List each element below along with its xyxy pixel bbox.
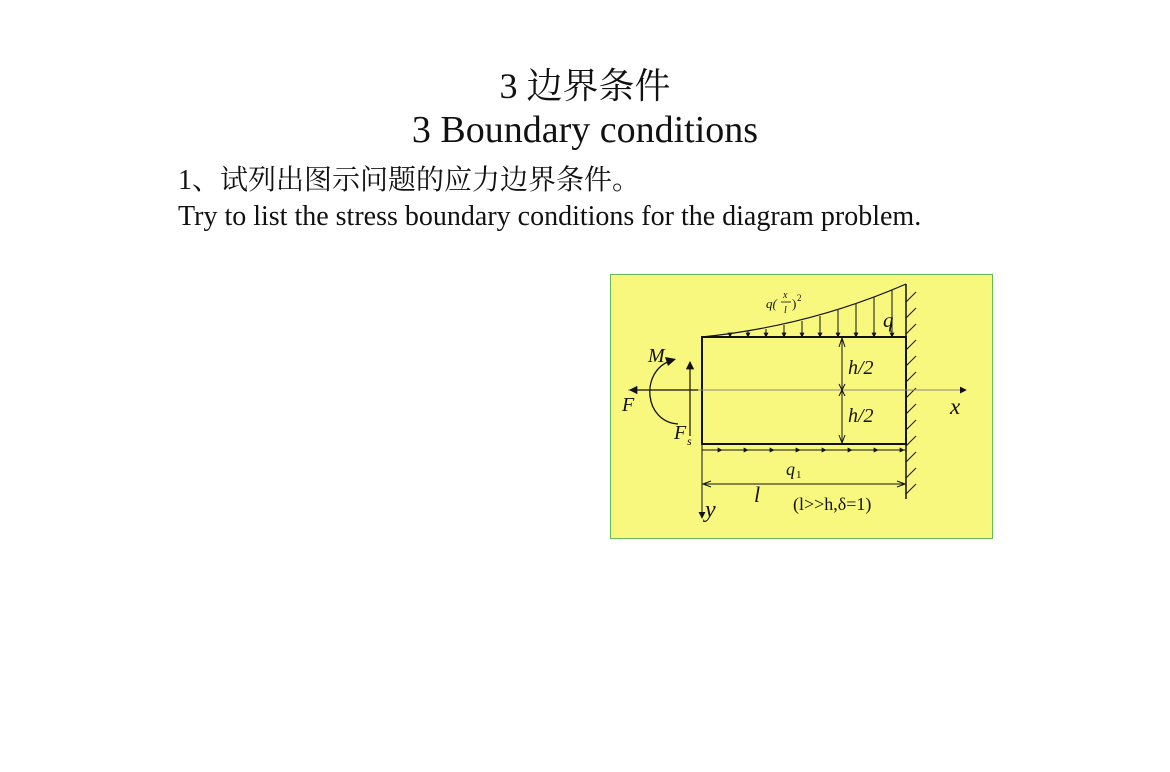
label-load-fraction-l: l (784, 305, 787, 316)
label-q1: q (786, 459, 795, 479)
label-M: M (648, 345, 665, 367)
label-load-fraction-x: x (783, 290, 788, 301)
label-h-upper: h/2 (848, 357, 874, 379)
label-condition: (l>>h,δ=1) (793, 494, 872, 514)
label-y-axis: y (705, 497, 716, 523)
slide-title-english: 3 Boundary conditions (411, 109, 759, 151)
beam-diagram (610, 274, 993, 539)
slide-title-chinese: 3 边界条件 (499, 66, 671, 106)
question-chinese: 1、试列出图示问题的应力边界条件。 (178, 165, 641, 196)
label-load-close: ) (792, 296, 797, 311)
cantilever-beam-figure (610, 274, 993, 539)
label-h-lower: h/2 (848, 405, 874, 427)
label-l: l (754, 482, 761, 507)
label-x-axis: x (950, 394, 961, 419)
label-Fs-sub: s (687, 434, 692, 448)
label-load-top: q( (766, 296, 777, 311)
label-load-power: 2 (797, 293, 802, 303)
label-q: q (883, 308, 894, 332)
question-english: Try to list the stress boundary conditions for the diagram problem. (178, 201, 922, 232)
label-q1-sub: 1 (796, 469, 802, 481)
label-Fs: F (674, 422, 687, 444)
label-F: F (622, 394, 635, 416)
